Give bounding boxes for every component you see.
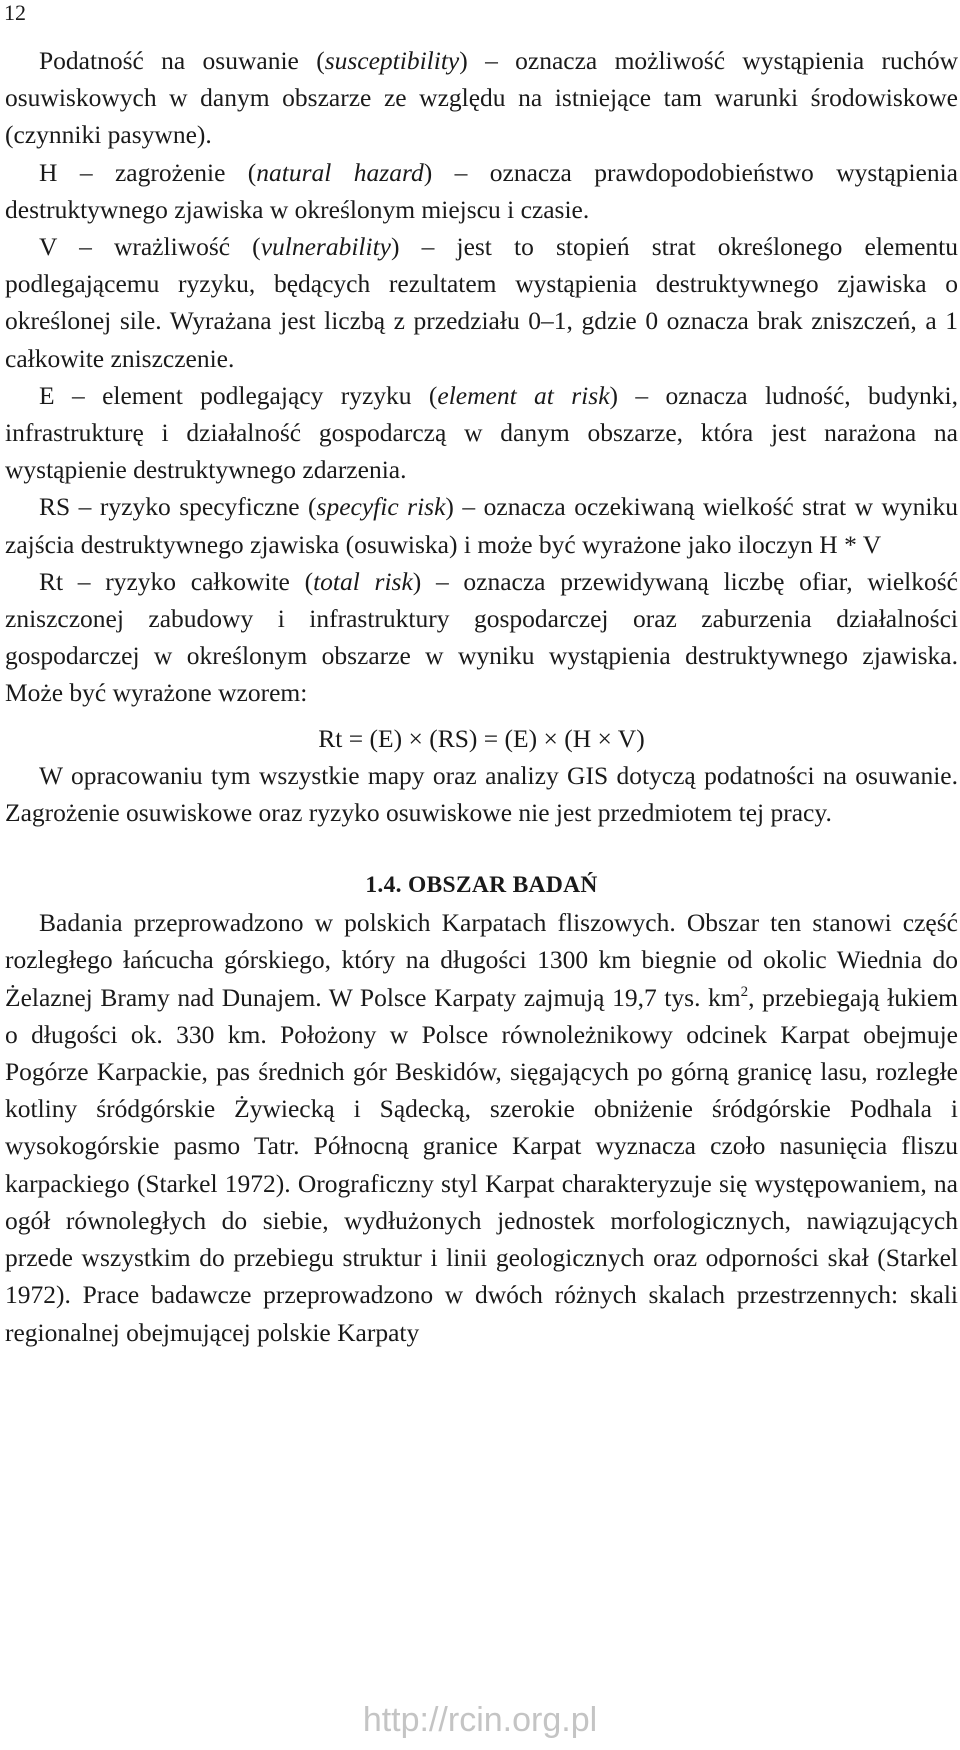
- definition-term: specyfic risk: [316, 492, 446, 522]
- definition-susceptibility: [5, 42, 958, 154]
- definition-total-risk: [5, 563, 958, 712]
- risk-formula: Rt = (E) × (RS) = (E) × (H × V): [318, 723, 645, 753]
- definition-term: vulnerability: [260, 232, 391, 262]
- definition-lead: H – zagrożenie (: [39, 157, 257, 187]
- definition-text: ) – oznacza ludność, budynki, infrastrukturę i działalność gospodarczą w danym obszarze, która jest narażona na wystąpienie destruktywnego zdarzenia.: [5, 380, 958, 485]
- definition-lead: Podatność na osuwanie (: [39, 46, 325, 75]
- study-area-paragraph: [5, 904, 958, 1350]
- definition-lead: RS – ryzyko specyficzne (: [39, 492, 317, 522]
- section-heading: 1.4. OBSZAR BADAŃ: [365, 872, 598, 899]
- page-body: [5, 42, 958, 1351]
- definition-term: natural hazard: [256, 157, 424, 187]
- definition-text: ) – oznacza oczekiwaną wielkość strat w wyniku zajścia destruktywnego zjawiska (osuwiska) i może być wyrażone jako iloczyn H * V: [5, 492, 958, 559]
- definition-text: ) – oznacza przewidywaną liczbę ofiar, wielkość zniszczonej zabudowy i infrastruktury gospodarczej oraz zaburzenia działalności gospodarczej w określonym obszarze w wyniku wystąpienia destruktywnego zjawiska. Może być wyrażone wzorem:: [5, 566, 958, 708]
- definition-term: element at risk: [437, 380, 610, 410]
- definition-element-at-risk: [5, 377, 958, 489]
- study-area-text-continued: , przebiegają łukiem o długości ok. 330 km. Położony w Polsce równoleżnikowy odcinek Karpat obejmuje Pogórze Karpackie, pas średnich gór Beskidów, sięgających po górną granicę lasu, rozległe kotliny śródgórskie Żywiecką i Sądecką, szerokie obniżenie śródgórskie Podhala i wysokogórskie pasmo Tatr. Północną granice Karpat wyznacza czoło nasunięcia fliszu karpackiego (Starkel 1972). Orograficzny styl Karpat charakteryzuje się występowaniem, na ogół równoległych do siebie, wydłużonych jednostek morfologicznych, nawiązujących przede wszystkim do przebiegu struktur i linii geologicznych oraz odporności skał (Starkel 1972). Prace badawcze przeprowadzono w dwóch różnych skalach przestrzennych: skali regionalnej obejmującej polskie Karpaty: [5, 982, 958, 1347]
- definition-text: ) – oznacza możliwość wystąpienia ruchów osuwiskowych w danym obszarze ze względu na istniejące tam warunki środowiskowe (czynniki pasywne).: [5, 46, 958, 150]
- page-number: 12: [4, 0, 26, 25]
- definition-lead: E – element podlegający ryzyku (: [39, 380, 438, 410]
- definition-vulnerability: [5, 228, 958, 377]
- definition-lead: V – wrażliwość (: [39, 232, 261, 262]
- definition-term: total risk: [313, 566, 413, 596]
- definition-term: susceptibility: [324, 46, 460, 75]
- scope-paragraph: W opracowaniu tym wszystkie mapy oraz analizy GIS dotyczą podatności na osuwanie. Zagrożenie osuwiskowe oraz ryzyko osuwiskowe nie jest przedmiotem tej pracy.: [5, 760, 958, 828]
- definition-text: ) – jest to stopień strat określonego elementu podlegającemu ryzyku, będących rezultatem wystąpienia destruktywnego zjawiska o określonej sile. Wyrażana jest liczbą z przedziału 0–1, gdzie 0 oznacza brak zniszczeń, a 1 całkowite zniszczenie.: [5, 232, 958, 373]
- definition-specific-risk: [5, 488, 958, 562]
- watermark-url: http://rcin.org.pl: [362, 1701, 598, 1739]
- study-area-text: Badania przeprowadzono w polskich Karpatach fliszowych. Obszar ten stanowi część rozległego łańcucha górskiego, który na długości 1300 km biegnie od okolic Wiednia do Żelaznej Bramy nad Dunajem. W Polsce Karpaty zajmują 19,7 tys. km: [5, 908, 958, 1012]
- superscript: 2: [740, 983, 749, 1000]
- definition-lead: Rt – ryzyko całkowite (: [39, 566, 314, 596]
- definition-hazard: [5, 154, 958, 228]
- definition-text: ) – oznacza prawdopodobieństwo wystąpienia destruktywnego zjawiska w określonym miejscu i czasie.: [5, 157, 959, 224]
